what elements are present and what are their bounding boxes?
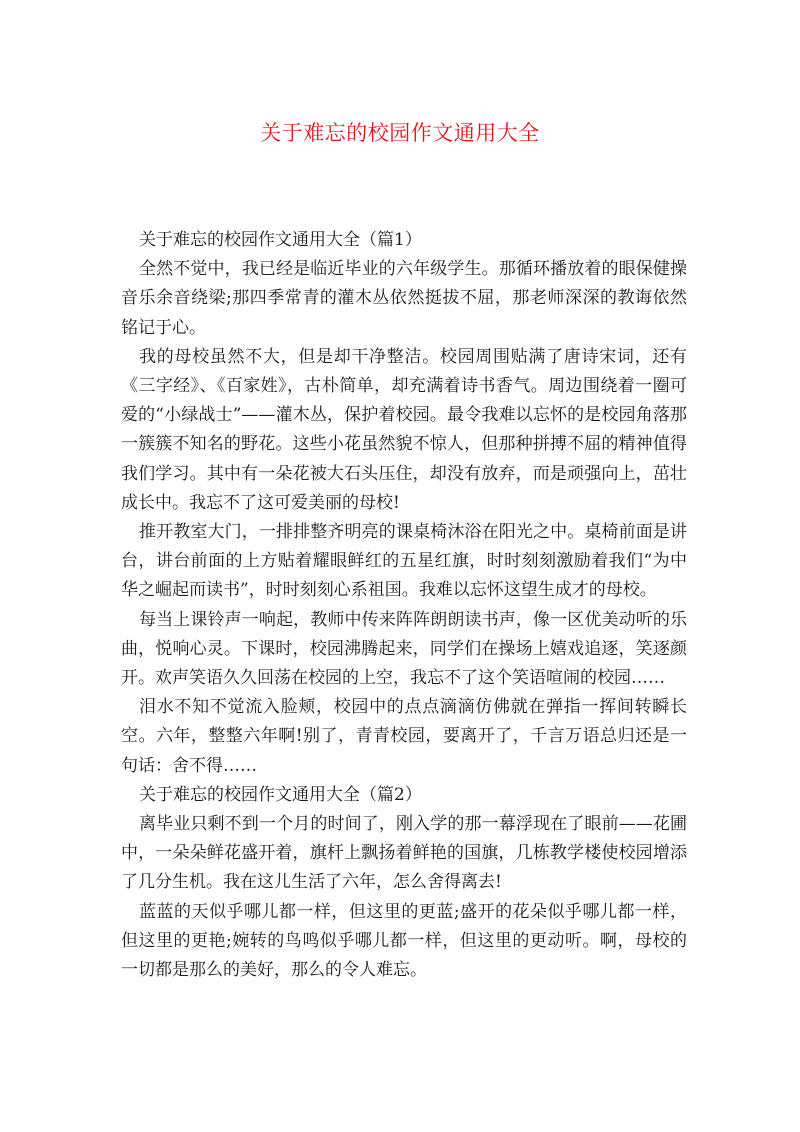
paragraph: 我的母校虽然不大，但是却干净整洁。校园周围贴满了唐诗宋词，还有《三字经》、《百家姓》，古朴简单，却充满着诗书香气。周边围绕着一圈可爱的“小绿战士”——灌木丛，保护着校园。最令我难以忘怀的是校园角落那一簇簇不知名的野花。这些小花虽然貌不惊人，但那种拼搏不屈的精神值得我们学习。其中有一朵花被大石头压住，却没有放弃，而是顽强向上，茁壮成长中。我忘不了这可爱美丽的母校!	[121, 346, 687, 513]
paragraph: 推开教室大门，一排排整齐明亮的课桌椅沐浴在阳光之中。桌椅前面是讲台，讲台前面的上方贴着耀眼鲜红的五星红旗，时时刻刻激励着我们“为中华之崛起而读书”，时时刻刻心系祖国。我难以忘怀这望生成才的母校。	[121, 522, 687, 601]
paragraph: 离毕业只剩不到一个月的时间了，刚入学的那一幕浮现在了眼前——花圃中，一朵朵鲜花盛开着，旗杆上飘扬着鲜艳的国旗，几栋教学楼使校园增添了几分生机。我在这儿生活了六年，怎么舍得离去!	[121, 814, 687, 893]
section-heading-1: 关于难忘的校园作文通用大全（篇1）	[139, 230, 422, 250]
paragraph: 全然不觉中，我已经是临近毕业的六年级学生。那循环播放着的眼保健操音乐余音绕梁;那四季常青的灌木丛依然挺拔不屈，那老师深深的教诲依然铭记于心。	[121, 259, 687, 338]
paragraph: 泪水不知不觉流入脸颊，校园中的点点滴滴仿佛就在弹指一挥间转瞬长空。六年，整整六年啊!别了，青青校园，要离开了，千言万语总归还是一句话：舍不得……	[121, 697, 687, 776]
page-title: 关于难忘的校园作文通用大全	[260, 121, 540, 145]
document-body	[121, 226, 687, 985]
section-heading-2: 关于难忘的校园作文通用大全（篇2）	[139, 784, 422, 805]
paragraph: 蓝蓝的天似乎哪儿都一样，但这里的更蓝;盛开的花朵似乎哪儿都一样，但这里的更艳;婉转的鸟鸣似乎哪儿都一样，但这里的更动听。啊，母校的一切都是那么的美好，那么的令人难忘。	[121, 901, 687, 981]
paragraph: 每当上课铃声一响起，教师中传来阵阵朗朗读书声，像一区优美动听的乐曲，悦响心灵。下课时，校园沸腾起来，同学们在操场上嬉戏追逐，笑逐颜开。欢声笑语久久回荡在校园的上空，我忘不了这个笑语喧闹的校园……	[121, 609, 687, 689]
